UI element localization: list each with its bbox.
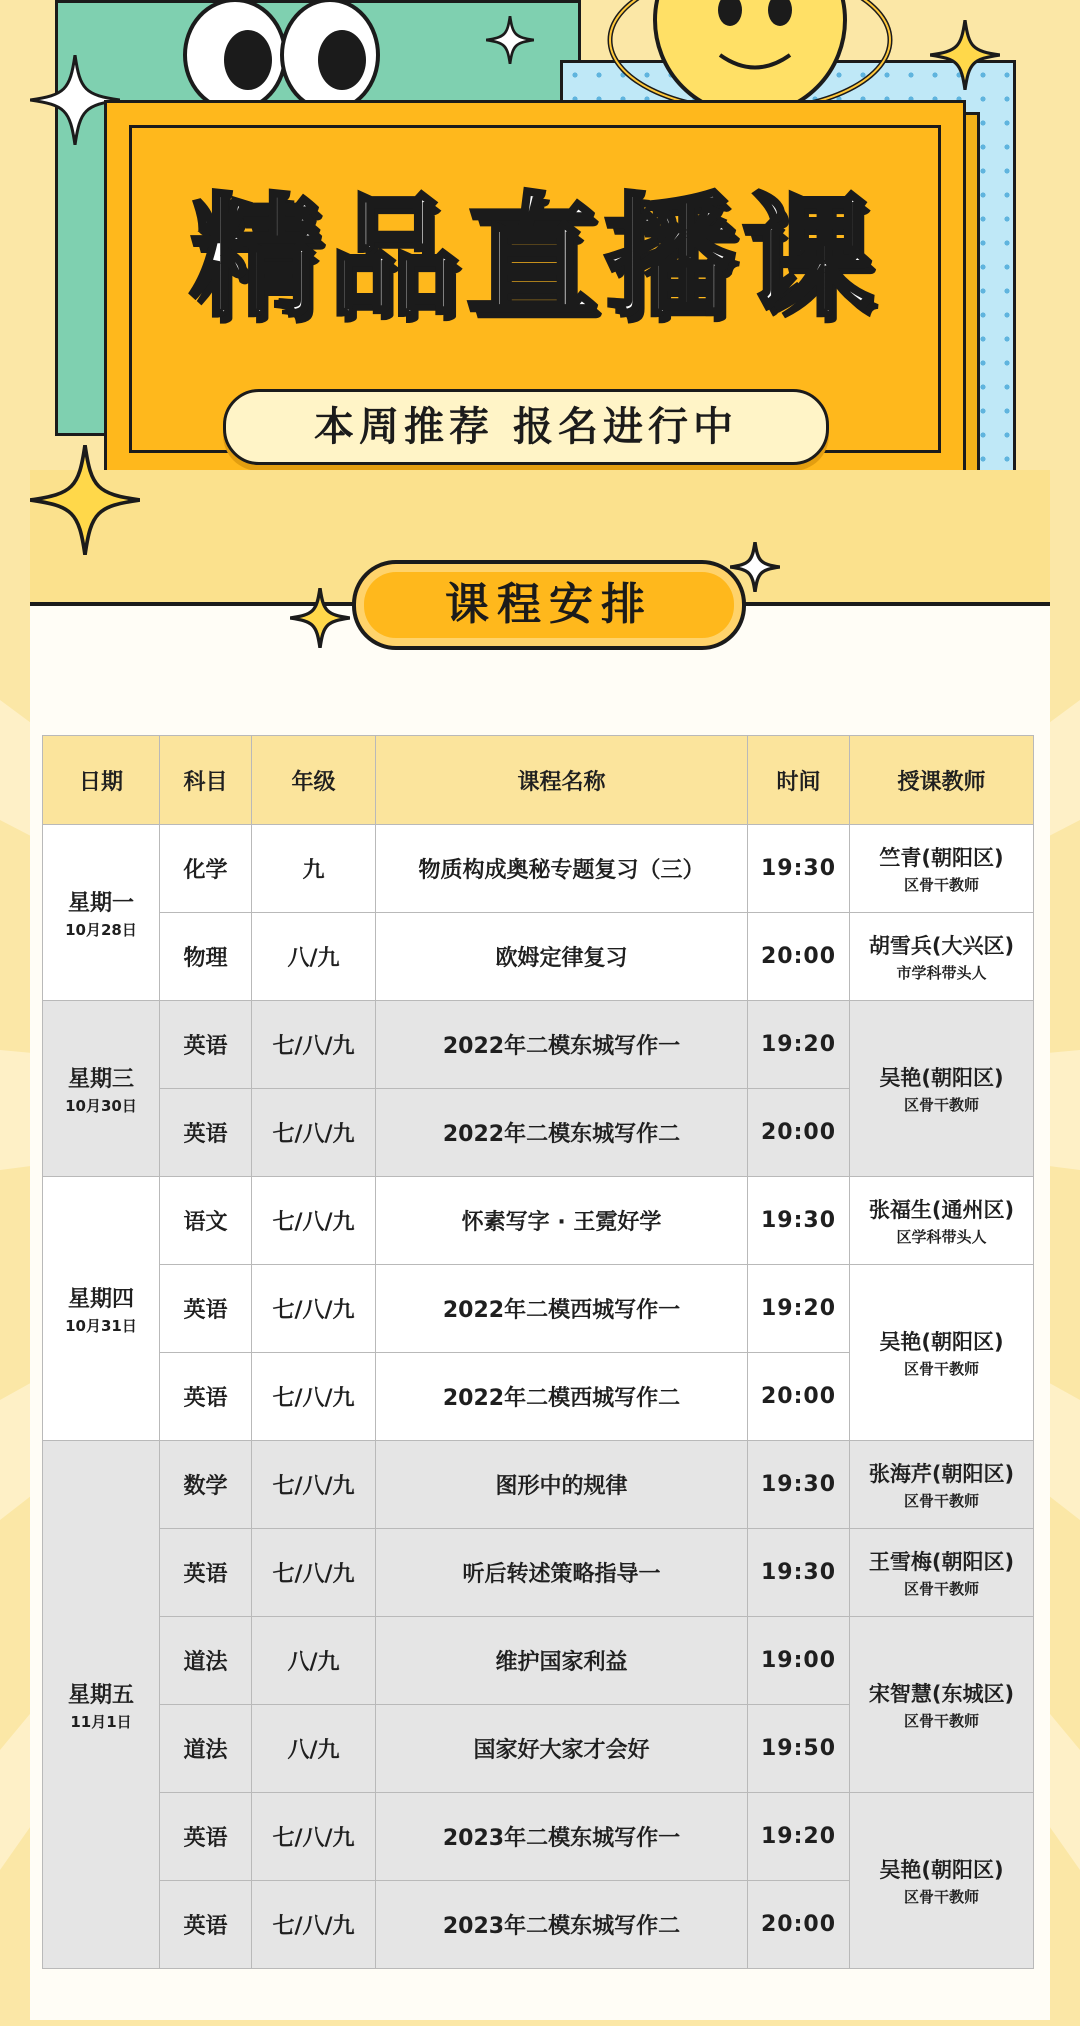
time-cell: 20:00	[748, 1881, 850, 1969]
teacher-role: 区骨干教师	[903, 1360, 979, 1378]
teacher-name: 张福生(通州区)	[868, 1198, 1015, 1222]
teacher-cell	[850, 1001, 1034, 1177]
day-name: 星期三	[67, 1066, 134, 1092]
teacher-role: 市学科带头人	[896, 964, 987, 982]
table-row	[43, 1177, 1034, 1265]
teacher-cell	[850, 825, 1034, 913]
table-row	[43, 913, 1034, 1001]
teacher-role: 区骨干教师	[903, 876, 979, 894]
table-row	[43, 1793, 1034, 1881]
teacher-cell	[850, 1617, 1034, 1793]
schedule-table	[42, 735, 1034, 1969]
course-cell: 国家好大家才会好	[376, 1705, 748, 1793]
subtitle-pill: 本周推荐 报名进行中	[223, 389, 829, 465]
grade-cell: 七/八/九	[252, 1881, 376, 1969]
teacher-cell	[850, 1441, 1034, 1529]
course-cell: 2022年二模东城写作一	[376, 1001, 748, 1089]
teacher-name: 吴艳(朝阳区)	[879, 1330, 1004, 1354]
time-cell: 19:20	[748, 1793, 850, 1881]
grade-cell: 七/八/九	[252, 1793, 376, 1881]
time-cell: 19:30	[748, 1177, 850, 1265]
teacher-role: 区骨干教师	[903, 1096, 979, 1114]
time-cell: 20:00	[748, 913, 850, 1001]
cartoon-eyes-icon	[180, 0, 380, 110]
teacher-cell	[850, 913, 1034, 1001]
header-subject: 科目	[160, 736, 252, 825]
header-teacher: 授课教师	[850, 736, 1034, 825]
subject-cell: 化学	[160, 825, 252, 913]
teacher-role: 区骨干教师	[903, 1712, 979, 1730]
teacher-name: 吴艳(朝阳区)	[879, 1066, 1004, 1090]
table-header-row	[43, 736, 1034, 825]
page-title: 精品直播课	[190, 181, 880, 335]
course-cell: 怀素写字 · 王霓好学	[376, 1177, 748, 1265]
day-cell	[43, 1001, 160, 1177]
day-name: 星期一	[67, 890, 134, 916]
teacher-cell	[850, 1793, 1034, 1969]
time-cell: 19:20	[748, 1265, 850, 1353]
course-cell: 欧姆定律复习	[376, 913, 748, 1001]
course-cell: 2022年二模西城写作一	[376, 1265, 748, 1353]
subject-cell: 英语	[160, 1529, 252, 1617]
teacher-role: 区骨干教师	[903, 1492, 979, 1510]
course-cell: 2022年二模西城写作二	[376, 1353, 748, 1441]
sparkle-icon	[30, 445, 140, 555]
table-row	[43, 1001, 1034, 1089]
teacher-name: 胡雪兵(大兴区)	[868, 934, 1015, 958]
day-name: 星期五	[67, 1682, 134, 1708]
table-row	[43, 1441, 1034, 1529]
day-date: 11月1日	[70, 1712, 132, 1731]
course-cell: 物质构成奥秘专题复习（三）	[376, 825, 748, 913]
header-date: 日期	[43, 736, 160, 825]
course-cell: 图形中的规律	[376, 1441, 748, 1529]
table-row	[43, 1265, 1034, 1353]
day-date: 10月28日	[65, 920, 137, 939]
time-cell: 19:20	[748, 1001, 850, 1089]
table-row	[43, 1617, 1034, 1705]
subject-cell: 语文	[160, 1177, 252, 1265]
grade-cell: 九	[252, 825, 376, 913]
subject-cell: 英语	[160, 1793, 252, 1881]
subject-cell: 英语	[160, 1353, 252, 1441]
table-row	[43, 1529, 1034, 1617]
teacher-name: 张海芹(朝阳区)	[868, 1462, 1015, 1486]
day-date: 10月31日	[65, 1316, 137, 1335]
grade-cell: 八/九	[252, 1705, 376, 1793]
time-cell: 19:50	[748, 1705, 850, 1793]
grade-cell: 七/八/九	[252, 1353, 376, 1441]
time-cell: 19:30	[748, 1441, 850, 1529]
title-banner	[104, 100, 966, 478]
header-time: 时间	[748, 736, 850, 825]
day-date: 10月30日	[65, 1096, 137, 1115]
teacher-cell	[850, 1177, 1034, 1265]
subject-cell: 英语	[160, 1881, 252, 1969]
grade-cell: 八/九	[252, 1617, 376, 1705]
time-cell: 20:00	[748, 1089, 850, 1177]
grade-cell: 七/八/九	[252, 1177, 376, 1265]
teacher-name: 王雪梅(朝阳区)	[868, 1550, 1015, 1574]
grade-cell: 七/八/九	[252, 1441, 376, 1529]
teacher-role: 区骨干教师	[903, 1888, 979, 1906]
course-cell: 维护国家利益	[376, 1617, 748, 1705]
course-cell: 2022年二模东城写作二	[376, 1089, 748, 1177]
table-row	[43, 825, 1034, 913]
grade-cell: 七/八/九	[252, 1089, 376, 1177]
time-cell: 19:30	[748, 825, 850, 913]
teacher-role: 区骨干教师	[903, 1580, 979, 1598]
course-cell: 听后转述策略指导一	[376, 1529, 748, 1617]
subject-cell: 物理	[160, 913, 252, 1001]
grade-cell: 七/八/九	[252, 1265, 376, 1353]
sparkle-icon	[930, 20, 1000, 90]
time-cell: 20:00	[748, 1353, 850, 1441]
teacher-cell	[850, 1529, 1034, 1617]
subject-cell: 英语	[160, 1089, 252, 1177]
grade-cell: 八/九	[252, 913, 376, 1001]
header-grade: 年级	[252, 736, 376, 825]
teacher-name: 吴艳(朝阳区)	[879, 1858, 1004, 1882]
time-cell: 19:00	[748, 1617, 850, 1705]
teacher-name: 宋智慧(东城区)	[868, 1682, 1015, 1706]
teacher-name: 竺青(朝阳区)	[879, 846, 1004, 870]
teacher-role: 区学科带头人	[896, 1228, 987, 1246]
grade-cell: 七/八/九	[252, 1001, 376, 1089]
teacher-cell	[850, 1265, 1034, 1441]
day-cell	[43, 825, 160, 1001]
day-cell	[43, 1441, 160, 1969]
section-title: 课程安排	[352, 560, 746, 650]
sparkle-icon	[486, 16, 534, 64]
sparkle-icon	[290, 588, 350, 648]
course-cell: 2023年二模东城写作二	[376, 1881, 748, 1969]
day-cell	[43, 1177, 160, 1441]
subject-cell: 道法	[160, 1617, 252, 1705]
time-cell: 19:30	[748, 1529, 850, 1617]
header-area	[0, 0, 1080, 480]
subject-cell: 英语	[160, 1265, 252, 1353]
grade-cell: 七/八/九	[252, 1529, 376, 1617]
subject-cell: 英语	[160, 1001, 252, 1089]
header-course: 课程名称	[376, 736, 748, 825]
subject-cell: 数学	[160, 1441, 252, 1529]
subject-cell: 道法	[160, 1705, 252, 1793]
day-name: 星期四	[67, 1286, 134, 1312]
course-cell: 2023年二模东城写作一	[376, 1793, 748, 1881]
